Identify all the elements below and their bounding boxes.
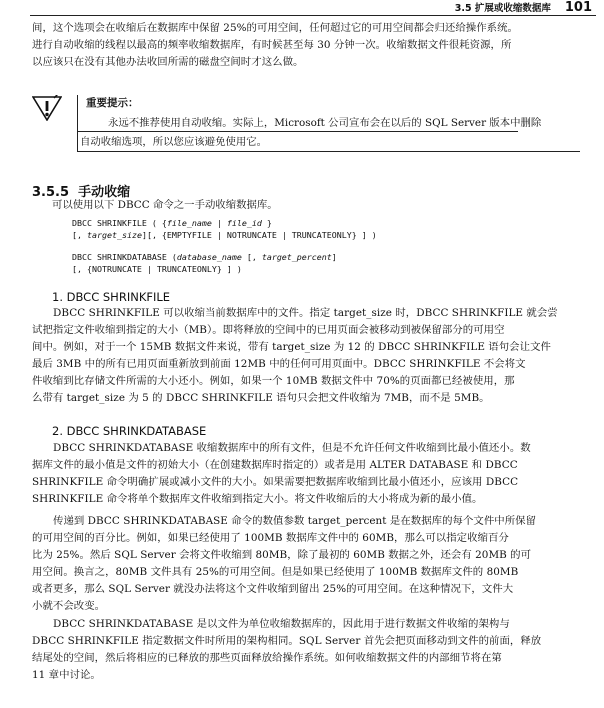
- section-number: 3.5.5: [32, 185, 70, 200]
- text-line: 最后 3MB 中的所有已用页面重新放到前面 12MB 中的任何可用页面中。DBCC SHRINKFILE 不会将文: [32, 358, 526, 370]
- note-line: 永远不推荐使用自动收缩。实际上，Microsoft 公司宣布会在以后的 SQL Server 版本中删除: [108, 117, 542, 129]
- note-divider: [78, 131, 518, 132]
- text-line: 件收缩到比存储文件所需的大小还小。例如，如果一个 10MB 数据文件中 70%的页面都已经被使用，那: [32, 375, 515, 387]
- text-line: 的可用空间的百分比。例如，如果已经使用了 100MB 数据库文件中的 60MB，那么可以指定收缩百分: [32, 532, 509, 544]
- shrinkfile-paragraph: [32, 305, 582, 407]
- shrinkdatabase-paragraph-2: [32, 513, 582, 615]
- page-number: 101: [564, 0, 592, 15]
- note-box: [77, 95, 580, 152]
- text-line: 据库文件的最小值是文件的初始大小（在创建数据库时指定的）或者是用 ALTER DATABASE 和 DBCC: [32, 459, 518, 471]
- subsection-heading-shrinkdatabase: 2. DBCC SHRINKDATABASE: [52, 424, 207, 438]
- code-shrinkdatabase: DBCC SHRINKDATABASE (database_name [, target_percent] [, {NOTRUNCATE | TRUNCATEONLY} ] ): [72, 252, 337, 274]
- section-intro: 可以使用以下 DBCC 命令之一手动收缩数据库。: [52, 199, 278, 211]
- important-note: [32, 95, 582, 155]
- note-title: 重要提示：: [86, 97, 139, 109]
- shrinkdatabase-paragraph-3: [32, 616, 582, 684]
- text-line: DBCC SHRINKDATABASE 是以文件为单位收缩数据库的，因此用于进行数据文件收缩的架构与: [53, 618, 510, 630]
- text-line: 或者更多，那么 SQL Server 就没办法将这个文件收缩到留出 25%的可用空间。在这种情况下，文件大: [32, 583, 514, 595]
- shrinkdatabase-paragraph-1: [32, 440, 582, 508]
- text-line: 试把指定文件收缩到指定的大小（MB）。即将释放的空间中的已用页面会被移动到被保留部分的可用空: [32, 324, 505, 336]
- header-rule: [30, 15, 596, 16]
- text-line: SHRINKFILE 命令明确扩展或减小文件的大小。如果需要把数据库收缩到比最小值还小，应该用 DBCC: [32, 476, 519, 488]
- text-line: 小就不会改变。: [32, 600, 106, 612]
- text-line: 传递到 DBCC SHRINKDATABASE 命令的数值参数 target_percent 是在数据库的每个文件中所保留: [53, 515, 537, 527]
- text-line: 以应该只在没有其他办法收回所需的磁盘空间时才这么做。: [32, 56, 304, 68]
- running-header: [455, 0, 592, 14]
- text-line: 进行自动收缩的线程以最高的频率收缩数据库，有时候甚至每 30 分钟一次。收缩数据文件很耗资源，所: [32, 39, 512, 51]
- subsection-heading-shrinkfile: 1. DBCC SHRINKFILE: [52, 290, 171, 304]
- header-section: 3.5 扩展或收缩数据库: [454, 3, 551, 14]
- text-line: 用空间。换言之，80MB 文件具有 25%的可用空间。但是如果已经使用了 100MB 数据库文件的 80MB: [32, 566, 519, 578]
- text-line: SHRINKFILE 命令将单个数据库文件收缩到指定大小。将文件收缩后的大小将成为新的最小值。: [32, 493, 483, 505]
- text-line: 比为 25%。然后 SQL Server 会将文件收缩到 80MB，除了最初的 60MB 数据之外，还会有 20MB 的可: [32, 549, 532, 561]
- text-line: 么带有 target_size 为 5 的 DBCC SHRINKFILE 语句只会把文件收缩为 7MB，而不是 5MB。: [32, 392, 490, 404]
- text-line: DBCC SHRINKDATABASE 收缩数据库中的所有文件，但是不允许任何文件收缩到比最小值还小。数: [53, 442, 531, 454]
- text-line: DBCC SHRINKFILE 可以收缩当前数据库中的文件。指定 target_size 时，DBCC SHRINKFILE 就会尝: [53, 307, 558, 319]
- text-line: 间中。例如，对于一个 15MB 数据文件来说，带有 target_size 为 12 的 DBCC SHRINKFILE 语句会让文件: [32, 341, 551, 353]
- text-line: DBCC SHRINKFILE 指定数据文件时所用的架构相同。SQL Server 首先会把页面移动到文件的前面，释放: [32, 635, 542, 647]
- note-line: 自动收缩选项，所以您应该避免使用它。: [80, 136, 268, 148]
- top-paragraph: [32, 20, 582, 71]
- text-line: 结尾处的空间，然后将相应的已释放的那些页面释放给操作系统。如何收缩数据文件的内部细节将在第: [32, 652, 502, 664]
- text-line: 间，这个选项会在收缩后在数据库中保留 25%的可用空间，任何超过它的可用空间都会归还给操作系统。: [32, 22, 518, 34]
- warning-icon: [32, 95, 62, 121]
- section-title: 手动收缩: [78, 185, 131, 200]
- code-shrinkfile: DBCC SHRINKFILE ( {file_name | file_id } [, target_size][, {EMPTYFILE | NOTRUNCATE | TRUNCATEONLY} ] ): [72, 218, 377, 240]
- text-line: 11 章中讨论。: [32, 669, 101, 681]
